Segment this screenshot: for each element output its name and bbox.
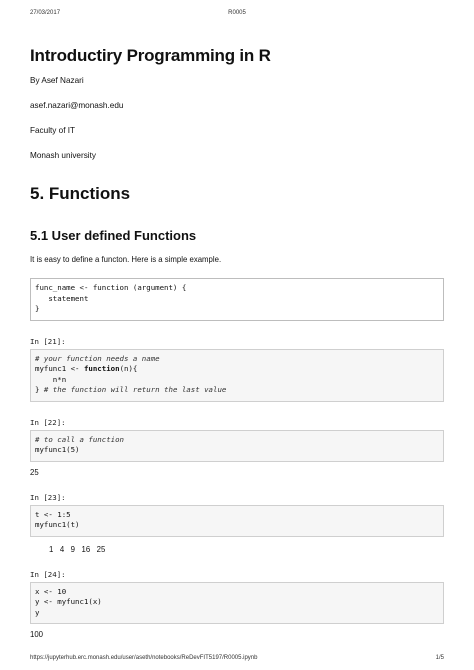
cell-output: 25	[30, 467, 39, 477]
faculty: Faculty of IT	[30, 126, 76, 135]
footer-url: https://jupyterhub.erc.monash.edu/user/aseth/notebooks/ReDevFIT5197/R0005.ipynb	[30, 655, 258, 661]
code-line: statement	[35, 293, 89, 303]
template-code-block	[30, 278, 444, 321]
author-info	[30, 76, 444, 160]
intro-text: It is easy to define a functon. Here is a simple example.	[30, 255, 222, 264]
code-comment: # to call a function	[35, 434, 124, 444]
cell-prompt: In [23]:	[30, 492, 66, 502]
cell-prompt: In [21]:	[30, 336, 66, 346]
header-date: 27/03/2017	[30, 10, 61, 16]
code-line: y <- myfunc1(x)	[35, 597, 102, 606]
notebook-content	[30, 46, 444, 639]
code-text: }	[35, 385, 44, 394]
code-text: (n){	[119, 364, 138, 373]
code-cell[interactable]	[30, 349, 444, 402]
author-name: By Asef Nazari	[30, 76, 84, 85]
cell-prompt: In [22]:	[30, 417, 66, 427]
subsection-heading: 5.1 User defined Functions	[30, 228, 197, 243]
code-line: myfunc1(t)	[35, 520, 80, 529]
code-line: func_name <- function (argument) {	[35, 283, 187, 292]
code-cell[interactable]	[30, 430, 444, 462]
code-comment: # the function will return the last value	[43, 385, 227, 394]
cell-output: 100	[30, 630, 44, 639]
code-line: t <- 1:5	[35, 509, 71, 519]
code-comment: # your function needs a name	[35, 353, 160, 363]
cell-output: 1 4 9 16 25	[49, 544, 106, 554]
author-email: asef.nazari@monash.edu	[30, 101, 124, 110]
document-title: Introductiry Programming in R	[30, 46, 271, 65]
section-heading: 5. Functions	[30, 184, 131, 203]
university: Monash university	[30, 151, 96, 160]
code-line	[35, 385, 439, 396]
code-text: myfunc1 <-	[35, 364, 84, 373]
header-title: R0005	[228, 10, 246, 16]
code-line: x <- 10	[35, 586, 67, 596]
code-cell[interactable]	[30, 582, 444, 625]
code-line: myfunc1(5)	[35, 445, 80, 454]
code-line: y	[35, 607, 40, 617]
code-line	[35, 364, 439, 375]
code-cell[interactable]	[30, 505, 444, 537]
code-line: n*n	[35, 374, 67, 384]
cell-prompt: In [24]:	[30, 569, 66, 579]
code-line: }	[35, 304, 40, 313]
code-keyword: function	[83, 364, 120, 373]
footer-page-number: 1/5	[435, 655, 444, 661]
